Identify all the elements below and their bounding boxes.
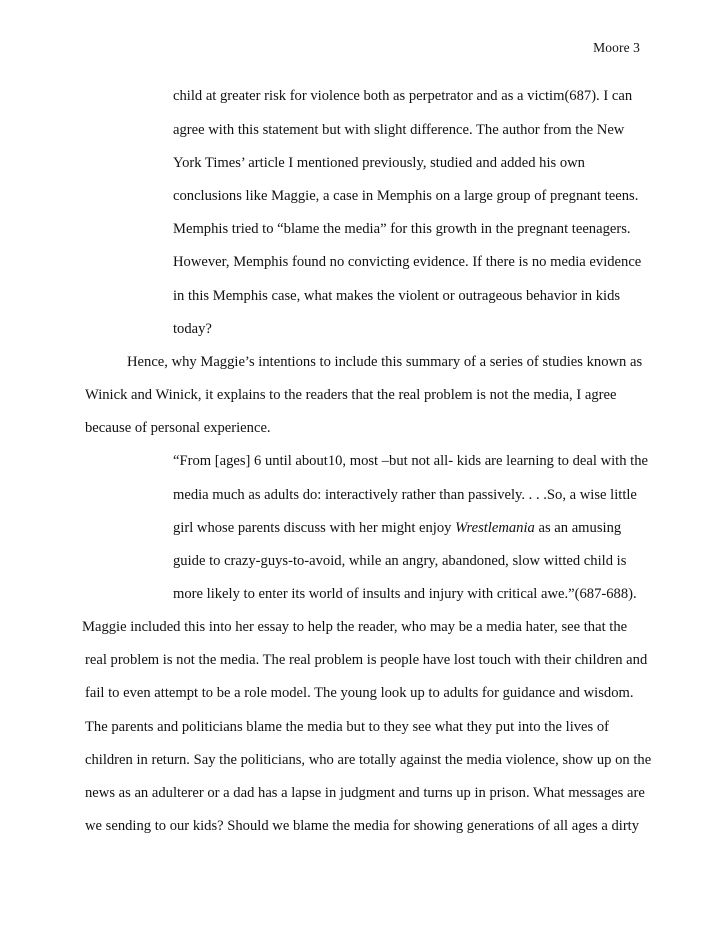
block-one-line: Memphis tried to “blame the media” for this growth in the pregnant teenagers. xyxy=(173,221,631,237)
block-two-line: “From [ages] 6 until about10, most –but not all- kids are learning to deal with the xyxy=(173,453,649,469)
block-two-text: as an amusing xyxy=(534,520,622,536)
block-one-line: York Times’ article I mentioned previously, studied and added his own xyxy=(173,155,585,171)
paragraph-one-line: Winick and Winick, it explains to the readers that the real problem is not the media, I agree xyxy=(85,387,617,403)
wrestlemania-title: Wrestlemania xyxy=(455,520,535,536)
block-one-line: conclusions like Maggie, a case in Memphis on a large group of pregnant teens. xyxy=(173,188,639,204)
paragraph-two-line: news as an adulterer or a dad has a lapse in judgment and turns up in prison. What messages are xyxy=(85,785,645,801)
paragraph-two-line: The parents and politicians blame the media but to they see what they put into the lives of xyxy=(85,719,610,735)
paragraph-two-line: fail to even attempt to be a role model. The young look up to adults for guidance and wisdom. xyxy=(85,685,634,701)
block-one-line: in this Memphis case, what makes the violent or outrageous behavior in kids xyxy=(173,288,621,304)
paragraph-two-line: Maggie included this into her essay to help the reader, who may be a media hater, see that the xyxy=(82,619,628,635)
block-one-line: However, Memphis found no convicting evidence. If there is no media evidence xyxy=(173,254,642,270)
paragraph-two-line: we sending to our kids? Should we blame the media for showing generations of all ages a dirty xyxy=(85,818,640,834)
paragraph-two-line: children in return. Say the politicians, who are totally against the media violence, show up on the xyxy=(85,752,652,768)
paragraph-one-line: because of personal experience. xyxy=(85,420,271,436)
paragraph-one-line: Hence, why Maggie’s intentions to include this summary of a series of studies known as xyxy=(127,354,643,370)
block-two-line: media much as adults do: interactively rather than passively. . . .So, a wise little xyxy=(173,487,637,503)
block-two-line: guide to crazy-guys-to-avoid, while an angry, abandoned, slow witted child is xyxy=(173,553,627,569)
block-one-line: today? xyxy=(173,321,212,337)
block-two-line: more likely to enter its world of insults and injury with critical awe.”(687-688). xyxy=(173,586,637,602)
paragraph-two-line: real problem is not the media. The real problem is people have lost touch with their children and xyxy=(85,652,648,668)
block-one-line: child at greater risk for violence both as perpetrator and as a victim(687). I can xyxy=(173,88,633,104)
block-one-line: agree with this statement but with slight difference. The author from the New xyxy=(173,122,625,138)
running-head: Moore 3 xyxy=(593,40,640,55)
block-two-line xyxy=(173,521,621,536)
block-two-text: girl whose parents discuss with her might enjoy xyxy=(173,520,456,536)
